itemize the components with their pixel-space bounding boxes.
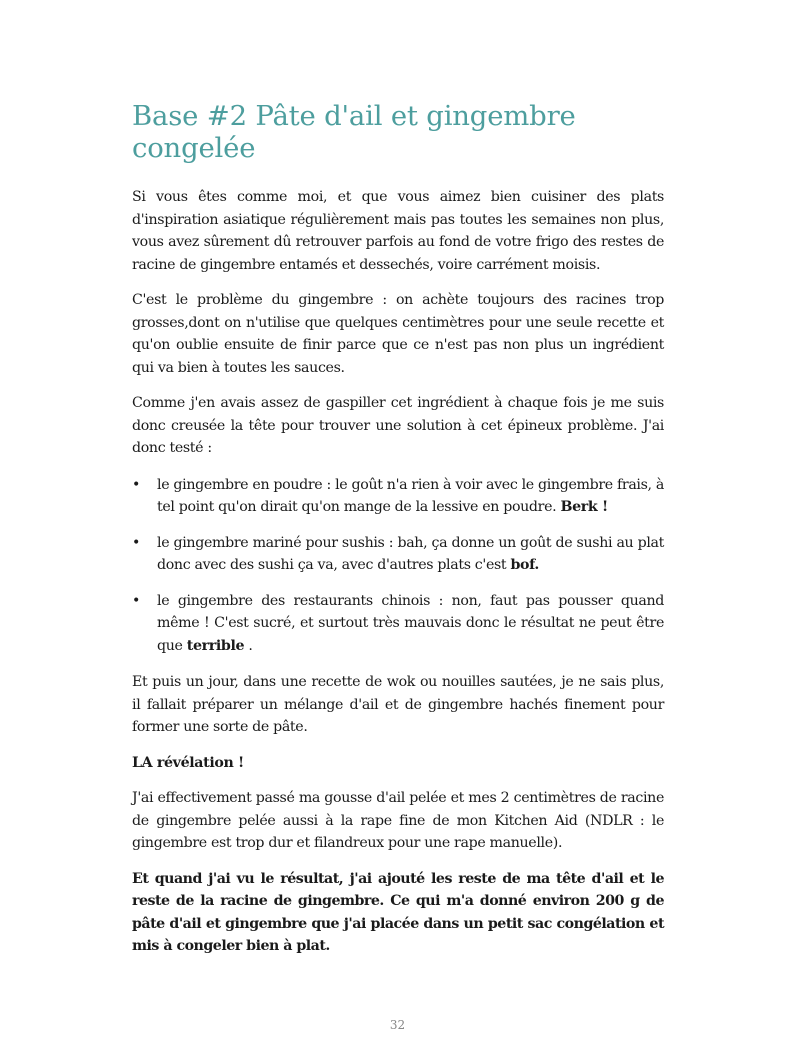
paragraph-tested: Comme j'en avais assez de gaspiller cet ingrédient à chaque fois je me suis donc creusée la tête pour trouver une solution à cet épineux problème. J'ai donc testé : (132, 395, 664, 456)
revelation-heading: LA révélation ! (132, 754, 244, 771)
paragraph-wok: Et puis un jour, dans une recette de wok ou nouilles sautées, je ne sais plus, il fallait préparer un mélange d'ail et de gingembre hachés finement pour former une sorte de pâte. (132, 674, 664, 735)
paragraph-result: Et quand j'ai vu le résultat, j'ai ajouté les reste de ma tête d'ail et le reste de la racine de gingembre. Ce qui m'a donné environ 200 g de pâte d'ail et gingembre que j'ai placée dans un petit sac congélation et mis à congeler bien à plat. (132, 870, 664, 954)
list-item-bold: terrible (186, 637, 245, 654)
page-content (132, 100, 664, 971)
paragraph-kitchen-aid: J'ai effectivement passé ma gousse d'ail pelée et mes 2 centimètres de racine de gingembre pelée aussi à la rape fine de mon Kitchen Aid (NDLR : le gingembre est trop dur et filandreux pour une rape manuelle). (132, 790, 664, 851)
paragraph-intro: Si vous êtes comme moi, et que vous aimez bien cuisiner des plats d'inspiration asiatique régulièrement mais pas toutes les semaines non plus, vous avez sûrement dû retrouver parfois au fond de votre frigo des restes de racine de gingembre entamés et desseché​s, voire carrément moisis. (132, 189, 664, 273)
list-item-bold: bof. (510, 557, 539, 573)
list-item-tail: . (244, 637, 253, 654)
bullet-icon: • (132, 534, 141, 551)
tested-list (132, 474, 664, 658)
list-item (132, 474, 664, 519)
paragraph-problem: C'est le problème du gingembre : on achète toujours des racines trop grosses,dont on n'utilise que quelques centimètres pour une seule recette et qu'on oublie ensuite de finir parce que ce n'est pas non plus un ingrédient qui va bien à toutes les sauces. (132, 292, 664, 376)
list-item-text: le gingembre mariné pour sushis : bah, ça donne un goût de sushi au plat donc avec des sushi ça va, avec d'autres plats c'est (157, 534, 664, 573)
page-title: Base #2 Pâte d'ail et gingembre congelée (132, 100, 576, 164)
bullet-icon: • (132, 476, 141, 493)
list-item-text: le gingembre des restaurants chinois : non, faut pas pousser quand même ! C'est sucré, et surtout très mauvais donc le résultat ne peut être que (157, 592, 664, 654)
list-item (132, 590, 664, 658)
list-item (132, 532, 664, 577)
list-item-bold: Berk ! (560, 499, 608, 515)
page-number: 32 (389, 1018, 406, 1032)
list-item-text: le gingembre en poudre : le goût n'a rien à voir avec le gingembre frais, à tel point qu'on dirait qu'on mange de la lessive en poudre. (157, 476, 664, 515)
bullet-icon: • (132, 592, 141, 609)
